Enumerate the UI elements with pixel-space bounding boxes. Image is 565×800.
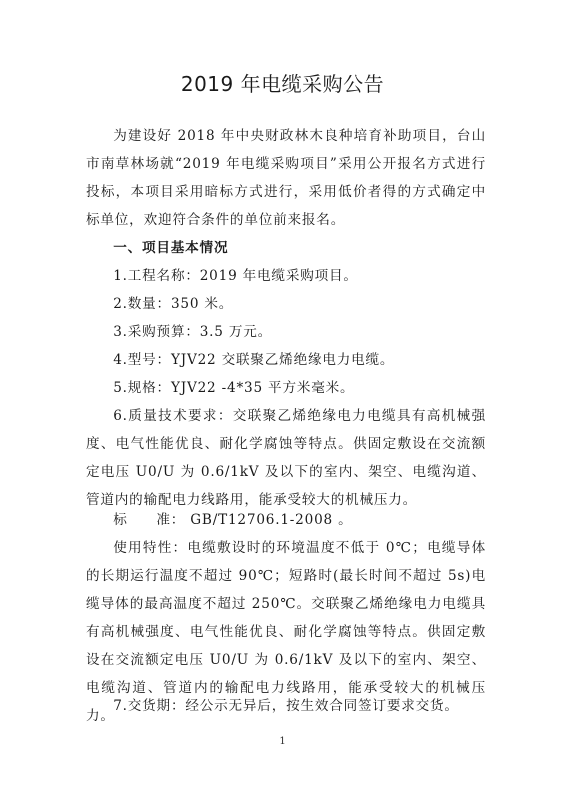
item-usage-characteristics: 使用特性：电缆敷设时的环境温度不低于 0℃；电缆导体的长期运行温度不超过 90℃；短路时(最长时间不超过 5s)电缆导体的最高温度不超过 250℃。交联聚乙烯绝缘电力电缆具有高机械强度、电气性能优良、耐化学腐蚀等特点。供固定敷设在交流额定电压 U0/U 为 0.6/1kV 及以下的室内、架空、电缆沟道、管道内的输配电力线路用，能承受较大的机械压力。 <box>86 540 486 724</box>
item-budget: 3.采购预算：3.5 万元。 <box>113 324 273 340</box>
item-delivery: 7.交货期：经公示无异后，按生效合同签订要求交货。 <box>113 698 459 714</box>
item-model: 4.型号：YJV22 交联聚乙烯绝缘电力电缆。 <box>113 352 395 368</box>
item-standard: 标 准： GB/T12706.1-2008 。 <box>113 512 353 528</box>
item-quantity: 2.数量：350 米。 <box>113 296 234 312</box>
page-number: 1 <box>279 736 286 747</box>
item-project-name: 1.工程名称：2019 年电缆采购项目。 <box>113 268 358 284</box>
intro-paragraph: 为建设好 2018 年中央财政林木良种培育补助项目，台山市南草林场就“2019 年电缆采购项目”采用公开报名方式进行投标，本项目采用暗标方式进行，采用低价者得的方式确定中标单位，欢迎符合条件的单位前来报名。 <box>86 128 486 228</box>
section-heading-basic-info: 一、项目基本情况 <box>113 240 229 256</box>
item-specification: 5.规格：YJV22 -4*35 平方米毫米。 <box>113 380 355 396</box>
page-title: 2019 年电缆采购公告 <box>180 72 385 96</box>
item-quality-requirements: 6.质量技术要求：交联聚乙烯绝缘电力电缆具有高机械强度、电气性能优良、耐化学腐蚀等特点。供固定敷设在交流额定电压 U0/U 为 0.6/1kV 及以下的室内、架空、电缆沟道、管道内的输配电力线路用，能承受较大的机械压力。 <box>86 408 486 508</box>
